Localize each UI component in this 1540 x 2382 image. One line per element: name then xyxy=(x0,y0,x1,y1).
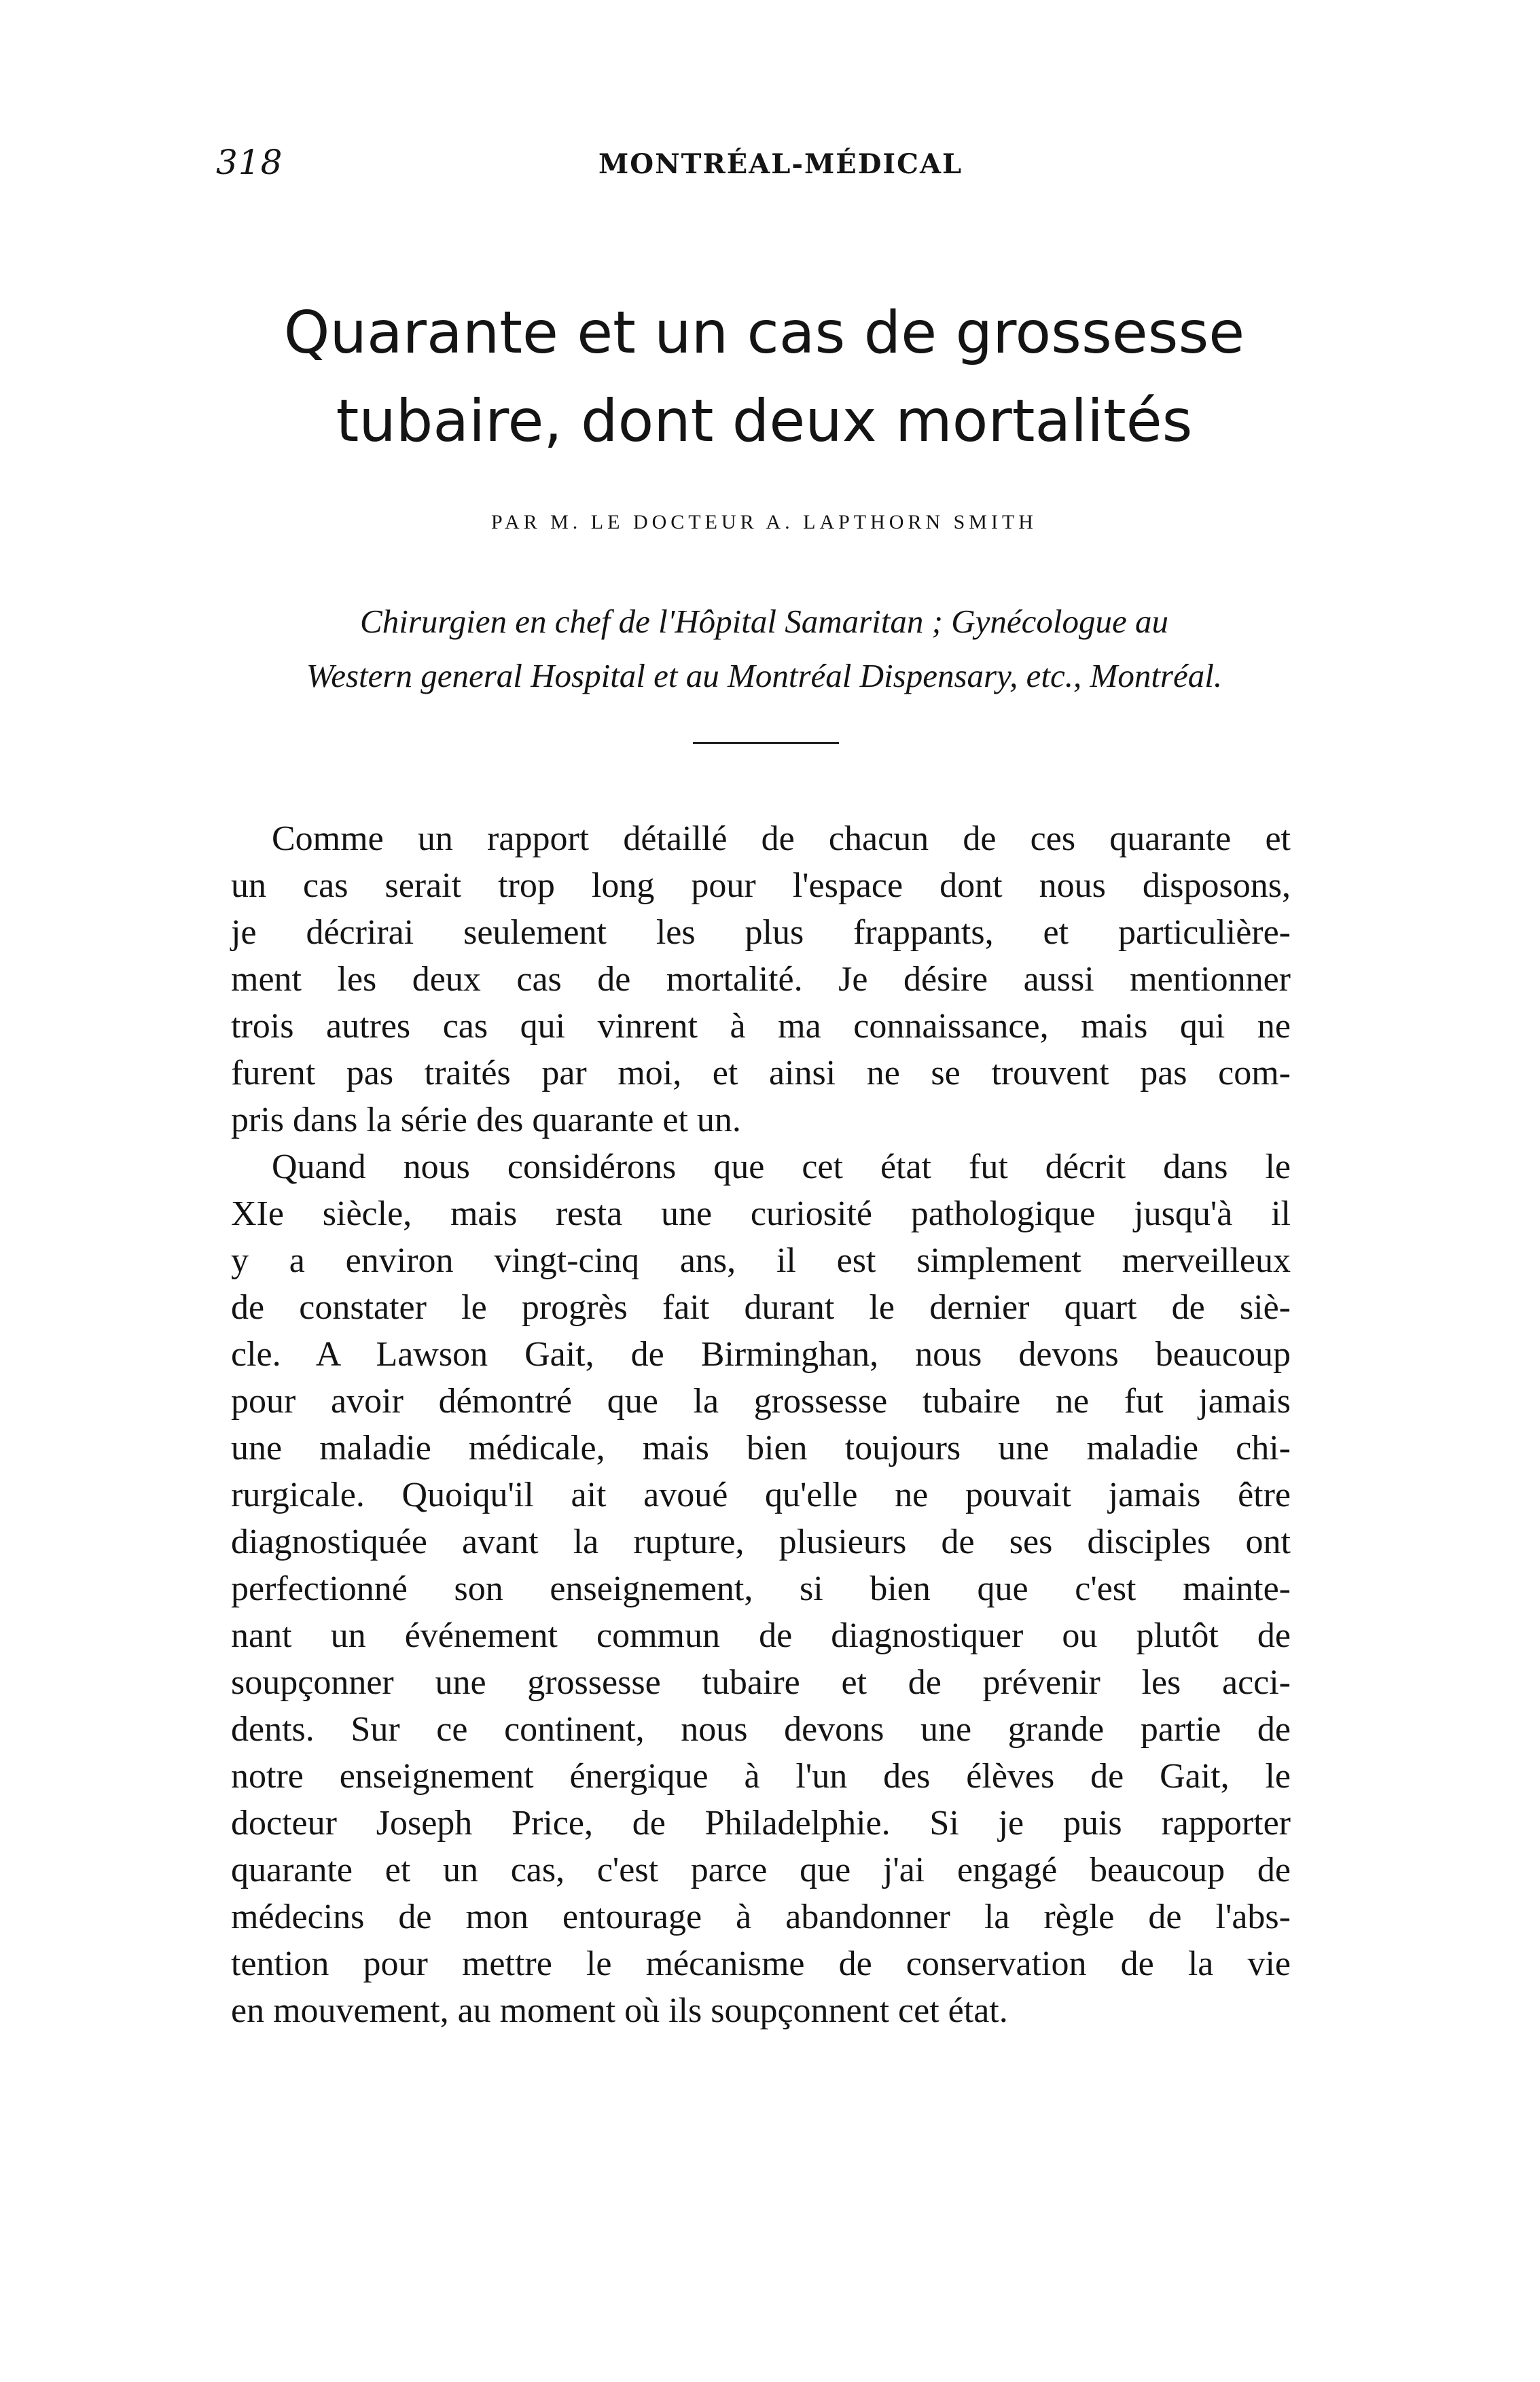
text-line: une maladie médicale, mais bien toujours une maladie chi- xyxy=(231,1429,1291,1468)
article-title-line: tubaire, dont deux mortalités xyxy=(336,387,1193,455)
text-line: trois autres cas qui vinrent à ma connaissance, mais qui ne xyxy=(231,1007,1291,1046)
section-separator xyxy=(693,742,839,744)
text-line: nant un événement commun de diagnostiquer ou plutôt de xyxy=(231,1616,1291,1655)
text-line: cle. A Lawson Gait, de Birminghan, nous devons beaucoup xyxy=(231,1335,1291,1374)
author-affiliation xyxy=(204,594,1325,703)
paragraph xyxy=(231,815,1291,1143)
affiliation-line: Western general Hospital et au Montréal Dispensary, etc., Montréal. xyxy=(306,657,1223,694)
article-title-line: Quarante et un cas de grossesse xyxy=(283,299,1245,367)
text-line: perfectionné son enseignement, si bien que c'est mainte- xyxy=(231,1569,1291,1608)
text-line: y a environ vingt-cinq ans, il est simplement merveilleux xyxy=(231,1241,1291,1280)
running-head xyxy=(216,143,1330,190)
text-line: pour avoir démontré que la grossesse tubaire ne fut jamais xyxy=(231,1382,1291,1421)
text-line: de constater le progrès fait durant le dernier quart de siè- xyxy=(231,1288,1291,1327)
text-line: Comme un rapport détaillé de chacun de ces quarante et xyxy=(272,819,1291,858)
article-body xyxy=(231,815,1291,2034)
article-title xyxy=(204,289,1325,465)
text-line: un cas serait trop long pour l'espace dont nous disposons, xyxy=(231,866,1291,905)
text-line: ment les deux cas de mortalité. Je désire aussi mentionner xyxy=(231,960,1291,999)
paragraph xyxy=(231,1143,1291,2034)
text-line: XIe siècle, mais resta une curiosité pathologique jusqu'à il xyxy=(231,1194,1291,1233)
text-line: en mouvement, au moment où ils soupçonnent cet état. xyxy=(231,1991,1008,2030)
text-line: docteur Joseph Price, de Philadelphie. Si je puis rapporter xyxy=(231,1804,1291,1843)
journal-name: MONTRÉAL-MÉDICAL xyxy=(598,148,963,180)
text-line: diagnostiquée avant la rupture, plusieurs de ses disciples ont xyxy=(231,1523,1291,1561)
text-line: je décrirai seulement les plus frappants, et particulière- xyxy=(231,913,1291,952)
text-line: quarante et un cas, c'est parce que j'ai engagé beaucoup de xyxy=(231,1851,1291,1889)
text-line: rurgicale. Quoiqu'il ait avoué qu'elle ne pouvait jamais être xyxy=(231,1476,1291,1514)
text-line: soupçonner une grossesse tubaire et de prévenir les acci- xyxy=(231,1663,1291,1702)
text-line: notre enseignement énergique à l'un des élèves de Gait, le xyxy=(231,1757,1291,1796)
text-line: tention pour mettre le mécanisme de conservation de la vie xyxy=(231,1944,1291,1983)
text-line: furent pas traités par moi, et ainsi ne se trouvent pas com- xyxy=(231,1054,1291,1092)
page-number: 318 xyxy=(216,143,283,182)
text-line: pris dans la série des quarante et un. xyxy=(231,1101,741,1139)
author-byline: PAR M. LE DOCTEUR A. LAPTHORN SMITH xyxy=(491,511,1037,533)
text-line: Quand nous considérons que cet état fut décrit dans le xyxy=(272,1148,1291,1186)
text-line: dents. Sur ce continent, nous devons une grande partie de xyxy=(231,1710,1291,1749)
affiliation-line: Chirurgien en chef de l'Hôpital Samaritan ; Gynécologue au xyxy=(360,603,1168,640)
text-line: médecins de mon entourage à abandonner la règle de l'abs- xyxy=(231,1898,1291,1936)
